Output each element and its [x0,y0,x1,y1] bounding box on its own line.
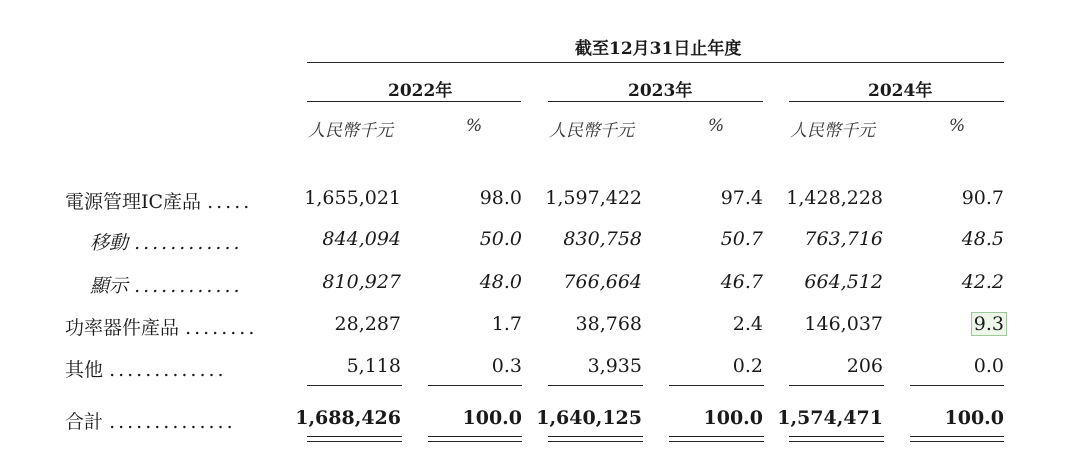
unit-pct-2022: % [466,116,483,136]
year-2022-heading: 2022年 [388,81,453,101]
cell-other-2022-value: 5,118 [346,355,401,377]
cell-display-2022-value: 810,927 [322,271,401,293]
subtotal-rule [910,385,1004,386]
row-label-mobile: 移動 ............ [90,232,243,254]
cell-pmic-2024-pct: 90.7 [961,187,1004,209]
cell-display-2022-pct: 48.0 [479,271,522,293]
cell-pmic-2024-value: 1,428,228 [786,187,883,209]
unit-rmb-2023: 人民幣千元 [549,121,634,141]
cell-power-2024-value: 146,037 [804,313,883,335]
total-double-rule [669,436,764,442]
cell-display-2024-pct: 42.2 [961,271,1004,293]
row-label-display: 顯示 ............ [90,275,243,297]
cell-power-2023-value: 38,768 [575,313,642,335]
year-2023-rule [548,101,763,102]
unit-pct-2023: % [708,116,725,136]
period-heading: 截至12月31日止年度 [575,39,742,59]
cell-other-2023-pct: 0.2 [732,355,763,377]
total-double-rule [428,436,522,442]
cell-total-2024-pct: 100.0 [944,407,1004,429]
cell-power-2023-pct: 2.4 [732,313,763,335]
cell-total-2024-value: 1,574,471 [777,407,883,429]
cell-display-2023-value: 766,664 [563,271,642,293]
subtotal-rule [548,385,643,386]
period-rule [307,62,1004,63]
cell-other-2023-value: 3,935 [587,355,642,377]
cell-total-2022-pct: 100.0 [462,407,522,429]
cell-power-2022-value: 28,287 [334,313,401,335]
cell-other-2024-pct: 0.0 [973,355,1004,377]
cell-total-2023-pct: 100.0 [703,407,763,429]
cell-mobile-2022-value: 844,094 [322,228,401,250]
cell-power-2024-pct [971,313,1004,335]
unit-rmb-2024: 人民幣千元 [790,121,875,141]
row-label-pmic: 電源管理IC產品 ..... [65,191,253,213]
year-2022-rule [307,101,521,102]
year-2024-heading: 2024年 [868,81,933,101]
cell-power-2022-pct: 1.7 [491,313,522,335]
cell-display-2023-pct: 46.7 [720,271,763,293]
unit-pct-2024: % [949,116,966,136]
cell-pmic-2023-value: 1,597,422 [545,187,642,209]
total-double-rule [910,436,1004,442]
subtotal-rule [428,385,522,386]
cell-pmic-2022-pct: 98.0 [479,187,522,209]
highlight-box: 9.3 [971,312,1007,336]
cell-mobile-2023-pct: 50.7 [720,228,763,250]
total-double-rule [789,436,884,442]
row-label-total: 合計 .............. [65,411,236,433]
year-2024-rule [789,101,1004,102]
cell-pmic-2023-pct: 97.4 [720,187,763,209]
cell-total-2023-value: 1,640,125 [536,407,642,429]
cell-display-2024-value: 664,512 [804,271,883,293]
cell-mobile-2024-value: 763,716 [804,228,883,250]
cell-mobile-2023-value: 830,758 [563,228,642,250]
row-label-other: 其他 ............. [65,359,227,381]
total-double-rule [548,436,643,442]
subtotal-rule [669,385,764,386]
cell-pmic-2022-value: 1,655,021 [304,187,401,209]
cell-mobile-2024-pct: 48.5 [961,228,1004,250]
total-double-rule [307,436,402,442]
unit-rmb-2022: 人民幣千元 [308,121,393,141]
subtotal-rule [307,385,402,386]
cell-total-2022-value: 1,688,426 [295,407,401,429]
cell-mobile-2022-pct: 50.0 [479,228,522,250]
cell-other-2024-value: 206 [846,355,883,377]
year-2023-heading: 2023年 [628,81,693,101]
subtotal-rule [789,385,884,386]
row-label-power-devices: 功率器件產品 ........ [65,317,258,339]
cell-other-2022-pct: 0.3 [491,355,522,377]
